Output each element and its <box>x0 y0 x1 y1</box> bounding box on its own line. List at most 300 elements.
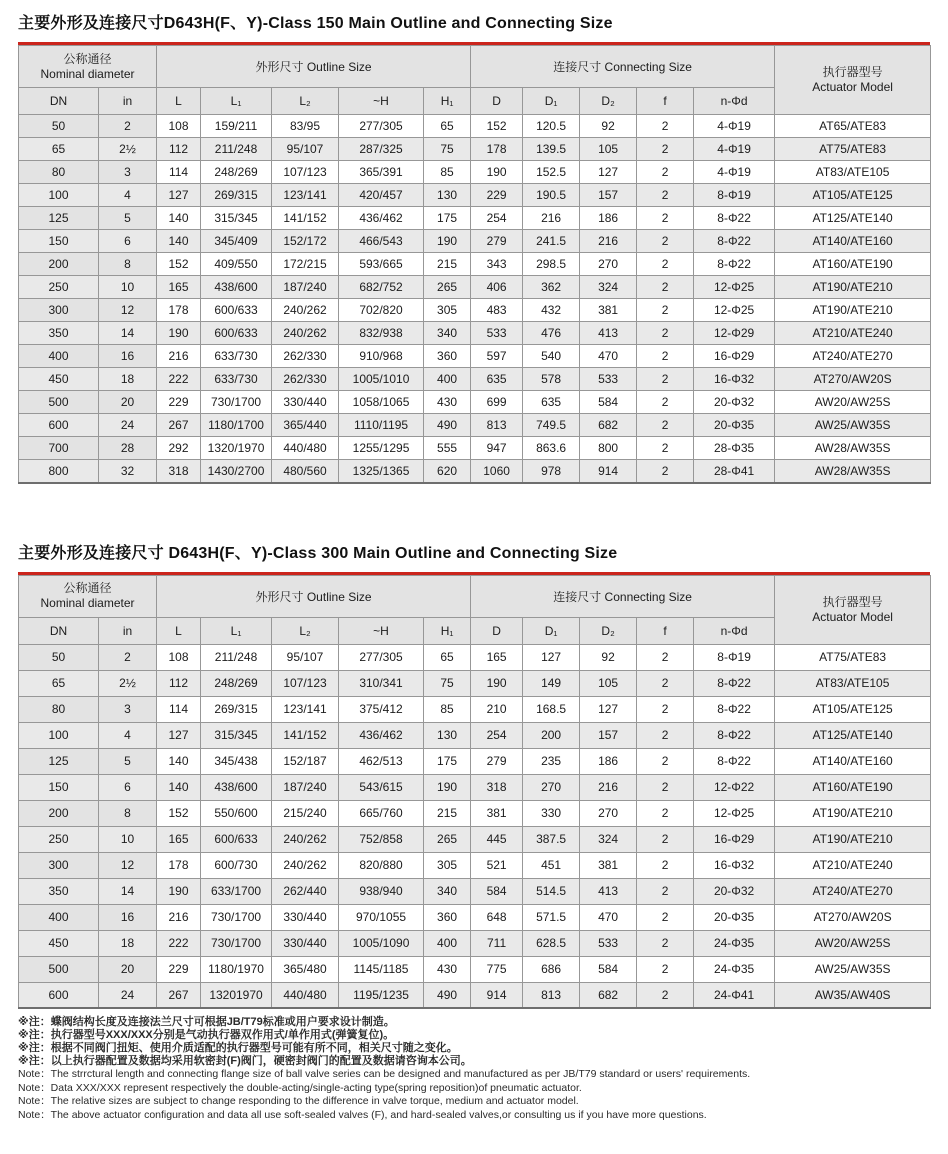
header-actuator-model <box>775 575 931 644</box>
table-cell: 20-Φ32 <box>694 878 775 904</box>
table-cell: 947 <box>471 437 523 460</box>
table-cell: 114 <box>157 161 201 184</box>
table-cell: 365/440 <box>272 414 339 437</box>
table-cell: 298.5 <box>523 253 580 276</box>
table-cell: AW35/AW40S <box>775 982 931 1008</box>
table-cell: 178 <box>471 138 523 161</box>
table-cell: 120.5 <box>523 115 580 138</box>
table-cell: 152 <box>157 800 201 826</box>
table-cell: 2 <box>637 322 694 345</box>
table-cell: 123/141 <box>272 184 339 207</box>
table-cell: 267 <box>157 414 201 437</box>
table-cell: 277/305 <box>339 115 424 138</box>
table-cell: AT270/AW20S <box>775 368 931 391</box>
table-cell: 749.5 <box>523 414 580 437</box>
table-cell: 682 <box>580 414 637 437</box>
col-header-h1: H₁ <box>424 88 471 115</box>
table-cell: 216 <box>523 207 580 230</box>
table-cell: 2 <box>637 878 694 904</box>
col-header-h: ~H <box>339 88 424 115</box>
table-cell: 3 <box>99 696 157 722</box>
table-cell: AW28/AW35S <box>775 460 931 483</box>
table-cell: 215 <box>424 253 471 276</box>
table-cell: 633/730 <box>201 368 272 391</box>
table-cell: 2 <box>637 670 694 696</box>
table-cell: 222 <box>157 930 201 956</box>
table-cell: 1320/1970 <box>201 437 272 460</box>
table-cell: 633/1700 <box>201 878 272 904</box>
table-cell: AT160/ATE190 <box>775 253 931 276</box>
table-cell: 190 <box>424 774 471 800</box>
table-cell: 279 <box>471 748 523 774</box>
col-header-dn: DN <box>19 617 99 644</box>
table-cell: 400 <box>19 904 99 930</box>
table-cell: 324 <box>580 826 637 852</box>
table-cell: 4-Φ19 <box>694 115 775 138</box>
table-cell: 330/440 <box>272 904 339 930</box>
table-cell: 730/1700 <box>201 930 272 956</box>
table-cell: 1005/1090 <box>339 930 424 956</box>
table-cell: 2 <box>637 345 694 368</box>
table-cell: 210 <box>471 696 523 722</box>
table-cell: 350 <box>19 322 99 345</box>
col-header-in: in <box>99 88 157 115</box>
table-cell: 4 <box>99 184 157 207</box>
table-cell: 8-Φ22 <box>694 670 775 696</box>
table-cell: 222 <box>157 368 201 391</box>
col-header-d: D <box>471 88 523 115</box>
table-cell: 277/305 <box>339 644 424 670</box>
table-cell: 1180/1700 <box>201 414 272 437</box>
table-cell: 1005/1010 <box>339 368 424 391</box>
table-cell: 978 <box>523 460 580 483</box>
table-cell: 635 <box>523 391 580 414</box>
table-row <box>19 322 931 345</box>
table-cell: 648 <box>471 904 523 930</box>
table-cell: 1058/1065 <box>339 391 424 414</box>
col-header-d1: D₁ <box>523 88 580 115</box>
table-cell: 265 <box>424 276 471 299</box>
class150-table <box>18 45 931 484</box>
table-cell: 305 <box>424 299 471 322</box>
table-cell: 75 <box>424 670 471 696</box>
table-cell: 2 <box>637 644 694 670</box>
table-cell: 578 <box>523 368 580 391</box>
table-cell: 345/409 <box>201 230 272 253</box>
table-cell: AT140/ATE160 <box>775 230 931 253</box>
table-cell: 413 <box>580 322 637 345</box>
table-cell: 813 <box>471 414 523 437</box>
table-row <box>19 253 931 276</box>
table-cell: 123/141 <box>272 696 339 722</box>
table-cell: AW25/AW35S <box>775 414 931 437</box>
table-cell: 300 <box>19 299 99 322</box>
table-cell: 2 <box>637 956 694 982</box>
table-cell: 8 <box>99 800 157 826</box>
note-cn-1: ※注：蝶阀结构长度及连接法兰尺寸可根据JB/T79标准或用户要求设计制造。 <box>18 1016 395 1028</box>
header-connecting-size: 连接尺寸 Connecting Size <box>471 46 775 88</box>
table-cell: AW25/AW35S <box>775 956 931 982</box>
table-cell: 400 <box>424 368 471 391</box>
table-cell: 800 <box>19 460 99 483</box>
col-header-l2: L₂ <box>272 617 339 644</box>
table-cell: AT125/ATE140 <box>775 207 931 230</box>
table-cell: 75 <box>424 138 471 161</box>
table-cell: 381 <box>580 852 637 878</box>
table-cell: 533 <box>580 368 637 391</box>
header-actuator-model-en: Actuator Model <box>812 609 893 624</box>
table-cell: AT75/ATE83 <box>775 138 931 161</box>
table-row <box>19 696 931 722</box>
table-cell: 440/480 <box>272 982 339 1008</box>
table-cell: 140 <box>157 230 201 253</box>
header-nominal-diameter-cn: 公称通径 <box>63 581 112 595</box>
table-cell: 445 <box>471 826 523 852</box>
table-cell: 5 <box>99 748 157 774</box>
table-cell: 2 <box>637 161 694 184</box>
table-cell: 108 <box>157 115 201 138</box>
table-cell: 216 <box>580 230 637 253</box>
col-header-dn: DN <box>19 88 99 115</box>
table-row <box>19 391 931 414</box>
table-cell: 65 <box>19 138 99 161</box>
table-cell: 365/480 <box>272 956 339 982</box>
table-row <box>19 878 931 904</box>
table-cell: 2 <box>637 800 694 826</box>
table-cell: 711 <box>471 930 523 956</box>
col-header-l: L <box>157 617 201 644</box>
table-row <box>19 774 931 800</box>
table-cell: 12-Φ25 <box>694 276 775 299</box>
header-nominal-diameter-en: Nominal diameter <box>40 596 135 610</box>
header-nominal-diameter-cn: 公称通径 <box>63 51 112 66</box>
table-cell: 8-Φ22 <box>694 230 775 253</box>
col-header-l1: L₁ <box>201 88 272 115</box>
table-cell: 438/600 <box>201 774 272 800</box>
table-row <box>19 930 931 956</box>
table-cell: 20 <box>99 956 157 982</box>
table-cell: 65 <box>19 670 99 696</box>
table-row <box>19 276 931 299</box>
table-row <box>19 644 931 670</box>
table-cell: 2 <box>637 930 694 956</box>
table-cell: 267 <box>157 982 201 1008</box>
table-cell: 12-Φ25 <box>694 800 775 826</box>
table-cell: 686 <box>523 956 580 982</box>
table-cell: 8-Φ22 <box>694 748 775 774</box>
table-cell: 730/1700 <box>201 904 272 930</box>
table-cell: 682/752 <box>339 276 424 299</box>
table-cell: 186 <box>580 748 637 774</box>
table-cell: 571.5 <box>523 904 580 930</box>
table-row <box>19 800 931 826</box>
table-cell: 32 <box>99 460 157 483</box>
table-cell: 229 <box>157 391 201 414</box>
table-cell: 2 <box>637 826 694 852</box>
table-cell: 910/968 <box>339 345 424 368</box>
table-cell: 279 <box>471 230 523 253</box>
table-cell: 775 <box>471 956 523 982</box>
col-header-f: f <box>637 617 694 644</box>
table-cell: 514.5 <box>523 878 580 904</box>
table-cell: 813 <box>523 982 580 1008</box>
table-cell: AW20/AW25S <box>775 930 931 956</box>
header-connecting-size: 连接尺寸 Connecting Size <box>471 575 775 617</box>
col-header-n-phi-d: n-Φd <box>694 88 775 115</box>
table-cell: 533 <box>580 930 637 956</box>
table-cell: 533 <box>471 322 523 345</box>
table-cell: 112 <box>157 670 201 696</box>
table-cell: 12 <box>99 299 157 322</box>
table-cell: 635 <box>471 368 523 391</box>
table-cell: 270 <box>523 774 580 800</box>
table-cell: 1110/1195 <box>339 414 424 437</box>
table-cell: 633/730 <box>201 345 272 368</box>
table-cell: 1195/1235 <box>339 982 424 1008</box>
table-cell: 130 <box>424 722 471 748</box>
table-cell: 107/123 <box>272 161 339 184</box>
table-cell: 292 <box>157 437 201 460</box>
table-cell: 2 <box>637 368 694 391</box>
col-header-h: ~H <box>339 617 424 644</box>
header-nominal-diameter <box>19 46 157 88</box>
table-row <box>19 852 931 878</box>
table-cell: 2½ <box>99 670 157 696</box>
table-cell: 13201970 <box>201 982 272 1008</box>
table-cell: 65 <box>424 644 471 670</box>
table-cell: 2 <box>637 115 694 138</box>
table-cell: 92 <box>580 644 637 670</box>
table-cell: 28-Φ35 <box>694 437 775 460</box>
table-cell: 215 <box>424 800 471 826</box>
class300-table-wrap <box>18 572 930 1010</box>
table-cell: 16 <box>99 345 157 368</box>
table-cell: 190 <box>424 230 471 253</box>
table-cell: AT105/ATE125 <box>775 184 931 207</box>
table-cell: 12-Φ29 <box>694 322 775 345</box>
table-cell: 190 <box>157 322 201 345</box>
table-cell: 211/248 <box>201 138 272 161</box>
table-cell: 190 <box>471 670 523 696</box>
table-cell: 95/107 <box>272 644 339 670</box>
table-cell: 20-Φ35 <box>694 414 775 437</box>
table-cell: 149 <box>523 670 580 696</box>
table-cell: 269/315 <box>201 184 272 207</box>
table-cell: 250 <box>19 276 99 299</box>
table-cell: 152/172 <box>272 230 339 253</box>
col-header-f: f <box>637 88 694 115</box>
col-header-d: D <box>471 617 523 644</box>
table-row <box>19 982 931 1008</box>
table-cell: 436/462 <box>339 207 424 230</box>
table-cell: 18 <box>99 930 157 956</box>
table-cell: 470 <box>580 345 637 368</box>
table-cell: 2 <box>637 774 694 800</box>
table-cell: 350 <box>19 878 99 904</box>
table-cell: 18 <box>99 368 157 391</box>
table-cell: 305 <box>424 852 471 878</box>
table-cell: 1145/1185 <box>339 956 424 982</box>
table-cell: 235 <box>523 748 580 774</box>
table-cell: AT125/ATE140 <box>775 722 931 748</box>
table-cell: 381 <box>580 299 637 322</box>
table-cell: 10 <box>99 276 157 299</box>
header-actuator-model <box>775 46 931 115</box>
table-cell: 139.5 <box>523 138 580 161</box>
table-cell: 10 <box>99 826 157 852</box>
table-cell: 8-Φ22 <box>694 722 775 748</box>
note-cn-3: ※注：根据不同阀门扭矩、使用介质适配的执行器型号可能有所不同，相关尺寸随之变化。 <box>18 1042 458 1054</box>
table-row <box>19 722 931 748</box>
table-row <box>19 670 931 696</box>
table-cell: 8-Φ19 <box>694 644 775 670</box>
table-cell: 140 <box>157 774 201 800</box>
table-cell: 4-Φ19 <box>694 161 775 184</box>
header-nominal-diameter <box>19 575 157 617</box>
table-cell: AT83/ATE105 <box>775 670 931 696</box>
table-row <box>19 904 931 930</box>
table-cell: 6 <box>99 774 157 800</box>
header-outline-size: 外形尺寸 Outline Size <box>157 46 471 88</box>
table-cell: 8-Φ22 <box>694 253 775 276</box>
table-cell: 24 <box>99 982 157 1008</box>
table-cell: AT190/ATE210 <box>775 299 931 322</box>
class300-table-header <box>19 575 931 644</box>
table-cell: 483 <box>471 299 523 322</box>
table-row <box>19 748 931 774</box>
table-cell: 1255/1295 <box>339 437 424 460</box>
table-cell: 2 <box>637 460 694 483</box>
table-cell: 187/240 <box>272 774 339 800</box>
table-cell: 157 <box>580 722 637 748</box>
table-cell: 20-Φ32 <box>694 391 775 414</box>
table-row <box>19 230 931 253</box>
table-cell: 24-Φ35 <box>694 930 775 956</box>
table-row <box>19 368 931 391</box>
table-cell: AT210/ATE240 <box>775 322 931 345</box>
table-cell: 100 <box>19 722 99 748</box>
table-cell: 240/262 <box>272 322 339 345</box>
table-cell: 315/345 <box>201 722 272 748</box>
table-cell: 12-Φ22 <box>694 774 775 800</box>
table-cell: 430 <box>424 956 471 982</box>
table-cell: 863.6 <box>523 437 580 460</box>
table-cell: 665/760 <box>339 800 424 826</box>
table-cell: 600 <box>19 982 99 1008</box>
table-cell: 362 <box>523 276 580 299</box>
table-cell: 127 <box>580 161 637 184</box>
table-cell: 127 <box>523 644 580 670</box>
table-cell: 254 <box>471 207 523 230</box>
table-cell: 1180/1970 <box>201 956 272 982</box>
table-row <box>19 299 931 322</box>
table-cell: 543/615 <box>339 774 424 800</box>
table-cell: 200 <box>19 800 99 826</box>
table-cell: 682 <box>580 982 637 1008</box>
table-cell: 240/262 <box>272 852 339 878</box>
table-cell: 500 <box>19 956 99 982</box>
table-cell: 1430/2700 <box>201 460 272 483</box>
table-cell: 262/440 <box>272 878 339 904</box>
table-cell: 381 <box>471 800 523 826</box>
table-cell: 451 <box>523 852 580 878</box>
table-cell: 16-Φ32 <box>694 368 775 391</box>
class150-title: 主要外形及连接尺寸D643H(F、Y)-Class 150 Main Outline and Connecting Size <box>18 15 613 32</box>
header-actuator-model-cn: 执行器型号 <box>822 65 883 79</box>
table-cell: AT83/ATE105 <box>775 161 931 184</box>
table-cell: 914 <box>471 982 523 1008</box>
table-cell: 970/1055 <box>339 904 424 930</box>
table-cell: 440/480 <box>272 437 339 460</box>
table-cell: 80 <box>19 161 99 184</box>
table-row <box>19 826 931 852</box>
table-cell: 555 <box>424 437 471 460</box>
table-cell: 85 <box>424 696 471 722</box>
table-cell: 2 <box>637 184 694 207</box>
table-cell: 141/152 <box>272 207 339 230</box>
table-cell: 340 <box>424 878 471 904</box>
table-cell: 409/550 <box>201 253 272 276</box>
table-cell: 2 <box>637 138 694 161</box>
table-cell: 112 <box>157 138 201 161</box>
table-cell: 165 <box>157 826 201 852</box>
table-cell: 450 <box>19 930 99 956</box>
table-cell: AT140/ATE160 <box>775 748 931 774</box>
table-cell: 150 <box>19 774 99 800</box>
table-cell: 16-Φ29 <box>694 345 775 368</box>
table-cell: 262/330 <box>272 368 339 391</box>
table-cell: 20 <box>99 391 157 414</box>
table-cell: 3 <box>99 161 157 184</box>
table-cell: 752/858 <box>339 826 424 852</box>
table-row <box>19 161 931 184</box>
table-row <box>19 437 931 460</box>
note-en-2: Note：Data XXX/XXX represent respectively the double-acting/single-acting type(spring reposition)of pneumatic actuator. <box>18 1081 582 1094</box>
table-cell: 50 <box>19 644 99 670</box>
col-header-l2: L₂ <box>272 88 339 115</box>
table-cell: 152 <box>471 115 523 138</box>
table-cell: 699 <box>471 391 523 414</box>
table-cell: 287/325 <box>339 138 424 161</box>
table-cell: 476 <box>523 322 580 345</box>
table-cell: 127 <box>157 184 201 207</box>
table-cell: 310/341 <box>339 670 424 696</box>
class150-table-wrap <box>18 42 930 484</box>
table-cell: 315/345 <box>201 207 272 230</box>
table-cell: 200 <box>523 722 580 748</box>
table-cell: 620 <box>424 460 471 483</box>
table-cell: 165 <box>471 644 523 670</box>
table-row <box>19 138 931 161</box>
table-cell: 248/269 <box>201 161 272 184</box>
table-cell: 914 <box>580 460 637 483</box>
class300-table-body <box>19 644 931 1008</box>
col-header-l1: L₁ <box>201 617 272 644</box>
note-cn-2: ※注：执行器型号XXX/XXX分别是气动执行器双作用式/单作用式(弹簧复位)。 <box>18 1029 395 1041</box>
header-actuator-model-cn: 执行器型号 <box>822 594 883 609</box>
table-cell: 1060 <box>471 460 523 483</box>
table-cell: 832/938 <box>339 322 424 345</box>
table-cell: 211/248 <box>201 644 272 670</box>
table-cell: AT240/ATE270 <box>775 345 931 368</box>
table-cell: 216 <box>157 345 201 368</box>
table-cell: AT65/ATE83 <box>775 115 931 138</box>
table-cell: 130 <box>424 184 471 207</box>
table-cell: 600/730 <box>201 852 272 878</box>
table-cell: 190.5 <box>523 184 580 207</box>
table-row <box>19 115 931 138</box>
table-cell: 2 <box>637 299 694 322</box>
